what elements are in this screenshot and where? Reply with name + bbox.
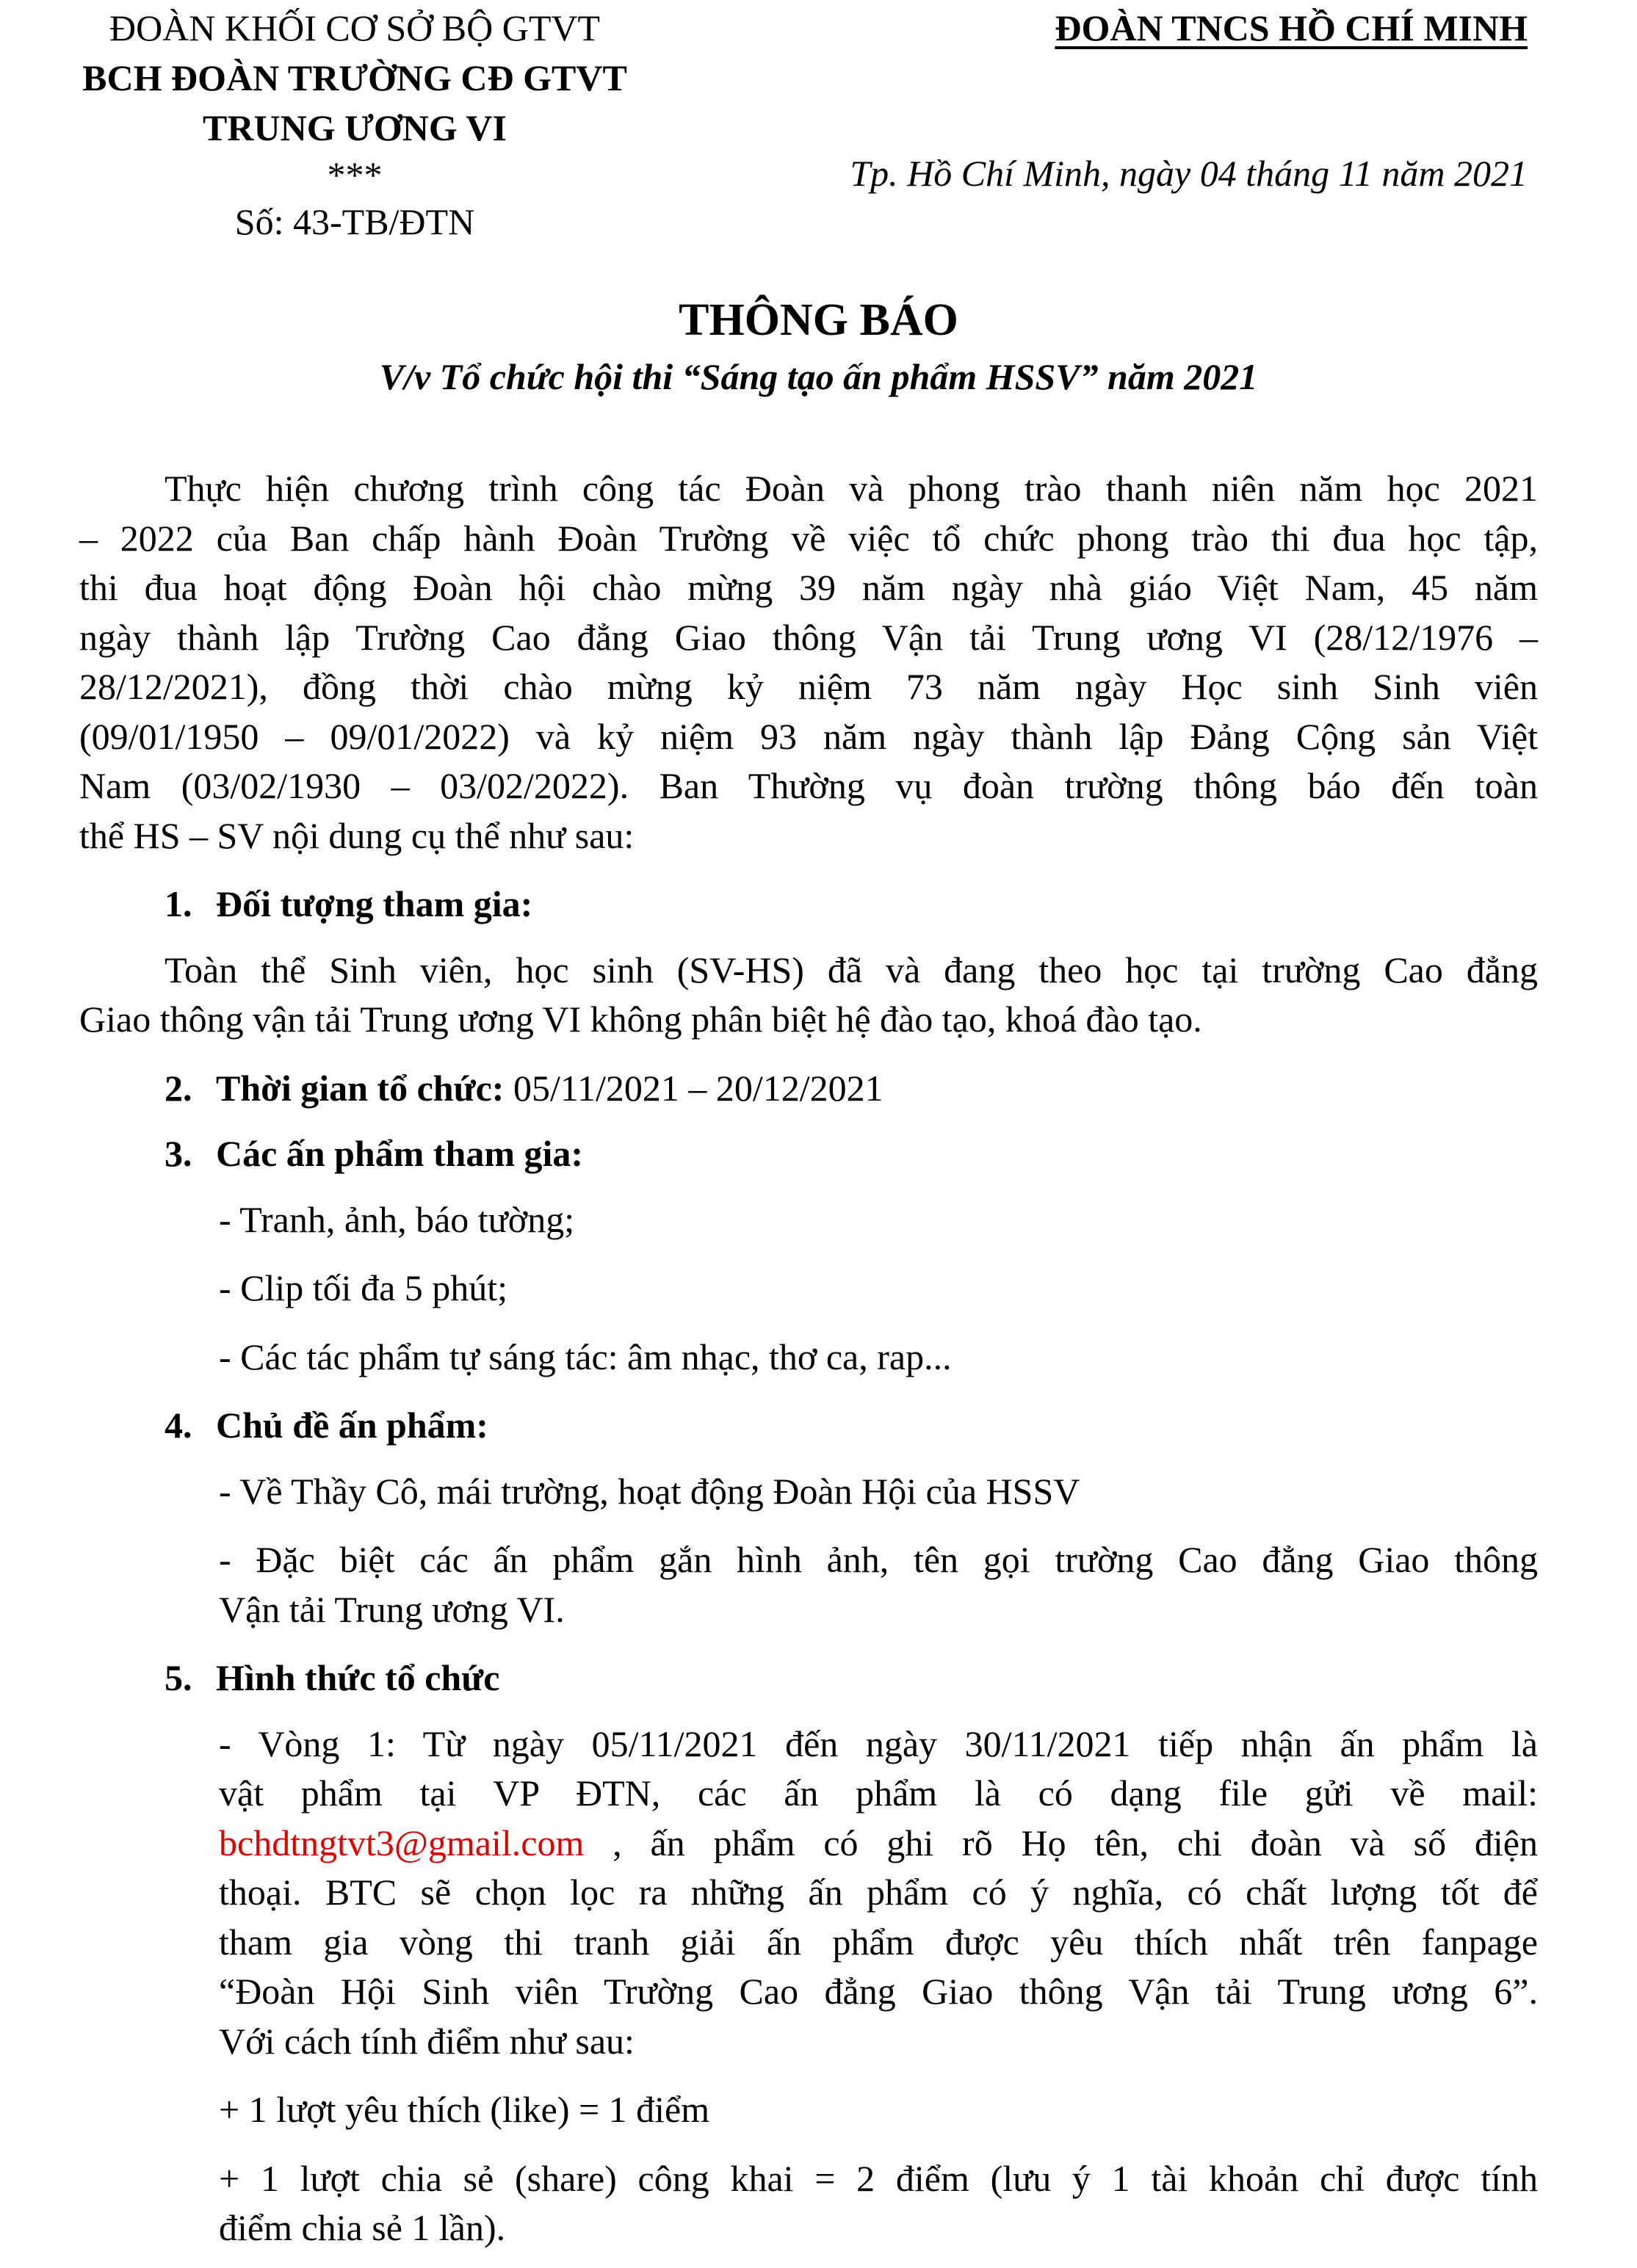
document-number: Số: 43-TB/ĐTN: [234, 201, 475, 242]
email-link[interactable]: bchdtngtvt3@gmail.com: [219, 1822, 585, 1863]
document-subject: V/v Tổ chức hội thi “Sáng tạo ấn phẩm HSSV” năm 2021: [379, 356, 1258, 397]
section-1-line: Toàn thể Sinh viên, học sinh (SV-HS) đã và đang theo học tại trường Cao đẳng: [165, 949, 1538, 990]
document-title: THÔNG BÁO: [679, 295, 958, 345]
intro-line: Nam (03/02/1930 – 03/02/2022). Ban Thường vụ đoàn trường thông báo đến toàn: [79, 765, 1538, 806]
intro-line: thi đua hoạt động Đoàn hội chào mừng 39 năm ngày nhà giáo Việt Nam, 45 năm: [79, 567, 1538, 608]
section-1-line: Giao thông vận tải Trung ương VI không phân biệt hệ đào tạo, khoá đào tạo.: [79, 999, 1202, 1040]
list-item: - Tranh, ảnh, báo tường;: [219, 1198, 575, 1240]
organization-name: ĐOÀN TNCS HỒ CHÍ MINH: [1055, 7, 1528, 48]
section-5-heading: 5. Hình thức tổ chức: [165, 1657, 500, 1698]
issuing-org-line2: TRUNG ƯƠNG VI: [203, 107, 507, 148]
section-1-content: [79, 946, 1538, 1045]
section-4-item-2: - Đặc biệt các ấn phẩm gắn hình ảnh, tên gọi trường Cao đẳng Giao thông Vận tải Trung ương VI.: [219, 1539, 1538, 1630]
intro-line: thể HS – SV nội dung cụ thể như sau:: [79, 814, 635, 856]
list-item: - Các tác phẩm tự sáng tác: âm nhạc, thơ ca, rap...: [219, 1336, 952, 1377]
intro-line: Thực hiện chương trình công tác Đoàn và phong trào thanh niên năm học 2021: [165, 468, 1538, 509]
list-item: - Clip tối đa 5 phút;: [219, 1267, 508, 1308]
intro-line: ngày thành lập Trường Cao đẳng Giao thông Vận tải Trung ương VI (28/12/1976 –: [79, 616, 1538, 658]
intro-line: – 2022 của Ban chấp hành Đoàn Trường về việc tổ chức phong trào thi đua học tập,: [79, 517, 1538, 559]
event-period: 05/11/2021 – 20/12/2021: [513, 1067, 883, 1109]
org-header: [764, 3, 1528, 198]
section-1-heading: 1. Đối tượng tham gia:: [165, 883, 533, 924]
section-3-heading: 3. Các ấn phẩm tham gia:: [165, 1133, 584, 1174]
place-date: Tp. Hồ Chí Minh, ngày 04 tháng 11 năm 2021: [850, 153, 1528, 194]
score-rule-share: + 1 lượt chia sẻ (share) công khai = 2 điểm (lưu ý 1 tài khoản chỉ được tính điểm chia sẻ 1 lần).: [219, 2157, 1538, 2248]
intro-line: 28/12/2021), đồng thời chào mừng kỷ niệm 73 năm ngày Học sinh Sinh viên: [79, 666, 1538, 707]
intro-line: (09/01/1950 – 09/01/2022) và kỷ niệm 93 năm ngày thành lập Đảng Cộng sản Việt: [79, 715, 1538, 757]
round-1-description: - Vòng 1: Từ ngày 05/11/2021 đến ngày 30/11/2021 tiếp nhận ấn phẩm là vật phẩm tại VP ĐTN, các ấn phẩm là có dạng file gửi về mail: bchdtngtvt3@gmail.com , ấn phẩm có ghi rõ Họ tên, chi đoàn và số điện thoại. BTC sẽ chọn lọc ra những ấn phẩm có ý nghĩa, có chất lượng tốt để tham gia vòng thi tranh giải ấn phẩm được yêu thích nhất trên fanpage “Đoàn Hội Sinh viên Trường Cao đẳng Giao thông Vận tải Trung ương 6”. Với cách tính điểm như sau:: [219, 1722, 1538, 2062]
parent-org: ĐOÀN KHỐI CƠ SỞ BỘ GTVT: [109, 7, 601, 48]
document-body: [79, 464, 1538, 2253]
section-4-heading: 4. Chủ đề ấn phẩm:: [165, 1405, 488, 1446]
section-2-heading: 2. Thời gian tổ chức: 05/11/2021 – 20/12/2021: [165, 1067, 883, 1109]
list-item: - Về Thầy Cô, mái trường, hoạt động Đoàn Hội của HSSV: [219, 1470, 1080, 1512]
header-stars: ***: [327, 154, 383, 195]
document-title-block: [0, 291, 1637, 404]
intro-paragraph: [79, 464, 1538, 861]
score-rule-like: + 1 lượt yêu thích (like) = 1 điểm: [219, 2089, 710, 2130]
issuer-header: [21, 3, 689, 247]
issuing-org: BCH ĐOÀN TRƯỜNG CĐ GTVT: [82, 57, 627, 98]
